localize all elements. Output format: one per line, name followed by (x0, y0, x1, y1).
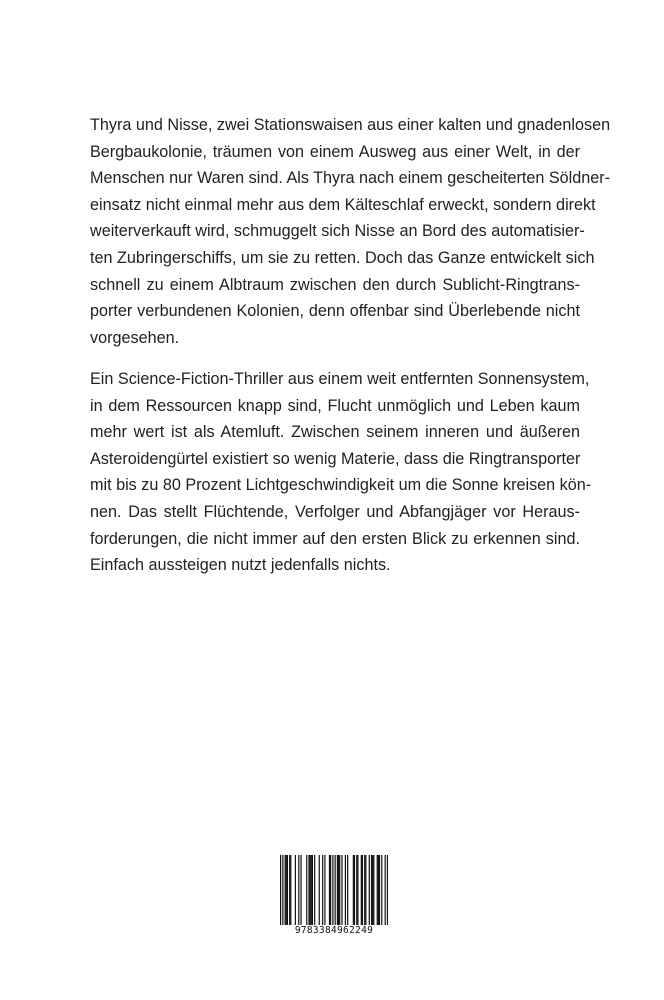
barcode-bar (282, 855, 283, 925)
barcode-bar (295, 855, 296, 925)
barcode-bar (285, 855, 286, 925)
text-line: schnell zu einem Albtraum zwischen den durch Sublicht-Ringtrans- (90, 275, 580, 294)
text-line: nen. Das stellt Flüchtende, Verfolger und Abfangjäger vor Heraus- (90, 502, 580, 521)
barcode-bar (362, 855, 363, 925)
blurb-paragraph-1 (90, 112, 611, 351)
text-line: in dem Ressourcen knapp sind, Flucht unmöglich und Leben kaum (90, 396, 580, 415)
text-line: mit bis zu 80 Prozent Lichtgeschwindigkeit um die Sonne kreisen kön- (90, 476, 592, 495)
barcode-bar (338, 855, 339, 925)
blurb-paragraph-2 (90, 366, 592, 579)
text-line: forderungen, die nicht immer auf den ersten Blick zu erkennen sind. (90, 529, 580, 548)
barcode-bar (332, 855, 333, 925)
barcode-bar (354, 855, 355, 925)
barcode-bar (286, 855, 287, 925)
text-line: vorgesehen. (90, 328, 180, 347)
barcode-bar (345, 855, 346, 925)
barcode-number: 9783384962249 (294, 925, 374, 936)
barcode-bars (280, 855, 388, 925)
barcode-bar (324, 855, 325, 925)
barcode-bar (372, 855, 373, 925)
barcode-bar (356, 855, 357, 925)
barcode-bar (361, 855, 362, 925)
barcode-bar (347, 855, 348, 925)
barcode-bar (371, 855, 372, 925)
barcode-bar (373, 855, 374, 925)
barcode-bar (319, 855, 320, 925)
text-line: Asteroidengürtel existiert so wenig Materie, dass die Ringtransporter (90, 449, 581, 468)
barcode-bar (381, 855, 382, 925)
barcode-bar (353, 855, 354, 925)
text-line: Ein Science-Fiction-Thriller aus einem weit entfernten Sonnensystem, (90, 370, 590, 388)
barcode-bar (287, 855, 288, 925)
text-line: porter verbundenen Kolonien, denn offenbar sind Überlebende nicht (90, 302, 580, 321)
barcode-bar (387, 855, 388, 925)
isbn-barcode (280, 855, 388, 939)
barcode-bar (339, 855, 340, 925)
barcode-bar (377, 855, 378, 925)
barcode-bar (385, 855, 386, 925)
barcode-bar (330, 855, 331, 925)
barcode-bar (322, 855, 323, 925)
text-line: einsatz nicht einmal mehr aus dem Kälteschlaf erweckt, sondern direkt (90, 195, 596, 214)
text-line: mehr wert ist als Atemluft. Zwischen seinem inneren und äußeren (90, 423, 580, 442)
barcode-bar (310, 855, 311, 925)
text-line: Menschen nur Waren sind. Als Thyra nach einem gescheiterten Söldner- (90, 169, 611, 188)
barcode-bar (379, 855, 380, 925)
barcode-bar (298, 855, 299, 925)
barcode-bar (308, 855, 309, 925)
text-line: Thyra und Nisse, zwei Stationswaisen aus einer kalten und gnadenlosen (90, 116, 611, 134)
barcode-bar (365, 855, 366, 925)
barcode-bar (280, 855, 281, 925)
barcode-bar (311, 855, 312, 925)
text-line: Bergbaukolonie, träumen von einem Ausweg aus einer Welt, in der (90, 142, 580, 161)
text-line: Einfach aussteigen nutzt jedenfalls nichts. (90, 556, 391, 575)
barcode-bar (341, 855, 342, 925)
barcode-bar (290, 855, 291, 925)
barcode-bar (378, 855, 379, 925)
text-line: ten Zubringerschiffs, um sie zu retten. Doch das Ganze entwickelt sich (90, 248, 595, 267)
barcode-bar (329, 855, 330, 925)
text-line: weiterverkauft wird, schmuggelt sich Nisse an Bord des automatisier- (90, 222, 585, 241)
barcode-bar (289, 855, 290, 925)
barcode-bar (312, 855, 313, 925)
barcode-bar (337, 855, 338, 925)
barcode-bar (369, 855, 370, 925)
barcode-bar (357, 855, 358, 925)
barcode-bar (300, 855, 301, 925)
barcode-bar (364, 855, 365, 925)
barcode-bar (314, 855, 315, 925)
barcode-bar (335, 855, 336, 925)
barcode-bar (306, 855, 307, 925)
